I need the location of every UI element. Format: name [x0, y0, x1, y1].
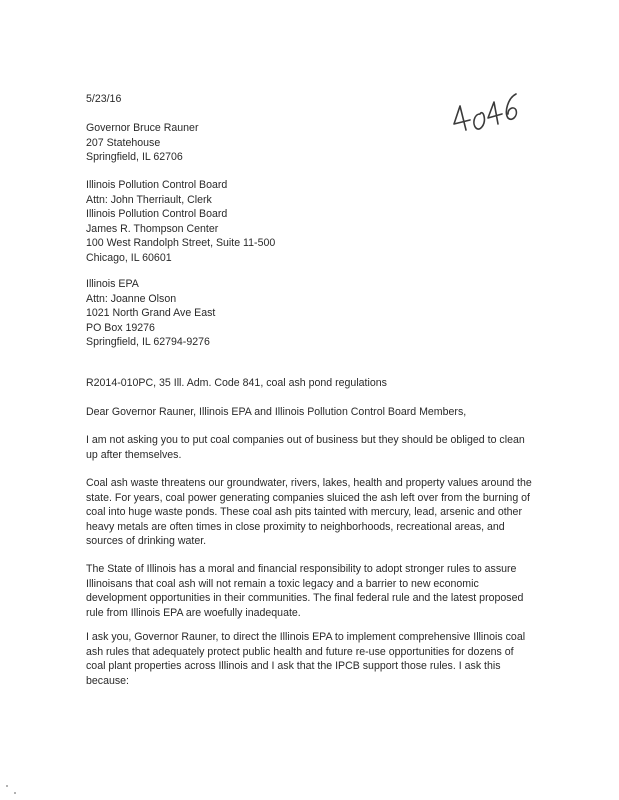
paragraph-line: heavy metals are often times in close proximity to neighborhoods, recreational areas, and	[86, 520, 505, 533]
paragraph-1	[86, 433, 536, 462]
recipient-line: 207 Statehouse	[86, 136, 161, 149]
paragraph-line: The State of Illinois has a moral and financial responsibility to adopt stronger rules to assure	[86, 563, 517, 575]
paragraph-line: state. For years, coal power generating companies sluiced the ash left over from the burning of	[86, 491, 530, 504]
paragraph-4	[86, 630, 536, 688]
recipient-line: Illinois EPA	[86, 278, 139, 290]
paragraph-3	[86, 562, 536, 620]
paragraph-line: I ask you, Governor Rauner, to direct the Illinois EPA to implement comprehensive Illinois coal	[86, 631, 526, 643]
letter-date: 5/23/16	[86, 93, 122, 105]
paragraph-line: Illinoisans that coal ash will not remain a toxic legacy and a barrier to new economic	[86, 577, 479, 590]
salutation: Dear Governor Rauner, Illinois EPA and Illinois Pollution Control Board Members,	[86, 406, 467, 418]
subject-line: R2014-010PC, 35 Ill. Adm. Code 841, coal ash pond regulations	[86, 377, 387, 389]
recipient-line: 1021 North Grand Ave East	[86, 307, 216, 320]
recipient-line: Springfield, IL 62706	[86, 151, 183, 164]
paragraph-line: rule from Illinois EPA are woefully inadequate.	[86, 606, 301, 619]
recipient-line: Illinois Pollution Control Board	[86, 179, 228, 191]
recipient-line: 100 West Randolph Street, Suite 11-500	[86, 237, 276, 250]
paragraph-line: because:	[86, 674, 129, 687]
paragraph-line: coal into huge waste ponds. These coal ash pits tainted with mercury, lead, arsenic and other	[86, 506, 522, 519]
recipient-line: Illinois Pollution Control Board	[86, 208, 228, 221]
scan-speck	[6, 785, 8, 787]
recipient-line: Chicago, IL 60601	[86, 251, 172, 264]
paragraph-line: sources of drinking water.	[86, 535, 207, 548]
paragraph-line: ash rules that adequately protect public health and future re-use opportunities for dozens of	[86, 645, 514, 658]
scan-speck	[14, 792, 16, 794]
recipient-illinois-epa	[86, 277, 536, 350]
paragraph-line: Coal ash waste threatens our groundwater, rivers, lakes, health and property values around the	[86, 477, 532, 489]
paragraph-line: up after themselves.	[86, 448, 182, 461]
paragraph-line: I am not asking you to put coal companies out of business but they should be obliged to clean	[86, 434, 525, 446]
recipient-line: Attn: Joanne Olson	[86, 292, 177, 305]
recipient-governor	[86, 121, 536, 165]
recipient-line: Springfield, IL 62794-9276	[86, 336, 210, 349]
recipient-pollution-control-board	[86, 178, 536, 266]
paragraph-2	[86, 476, 536, 549]
paragraph-line: coal plant properties across Illinois and I ask that the IPCB support those rules. I ask this	[86, 660, 501, 673]
paragraph-line: development opportunities in their communities. The final federal rule and the latest proposed	[86, 592, 524, 605]
recipient-line: PO Box 19276	[86, 321, 155, 334]
recipient-line: Attn: John Therriault, Clerk	[86, 193, 212, 206]
recipient-line: Governor Bruce Rauner	[86, 122, 199, 134]
recipient-line: James R. Thompson Center	[86, 222, 219, 235]
